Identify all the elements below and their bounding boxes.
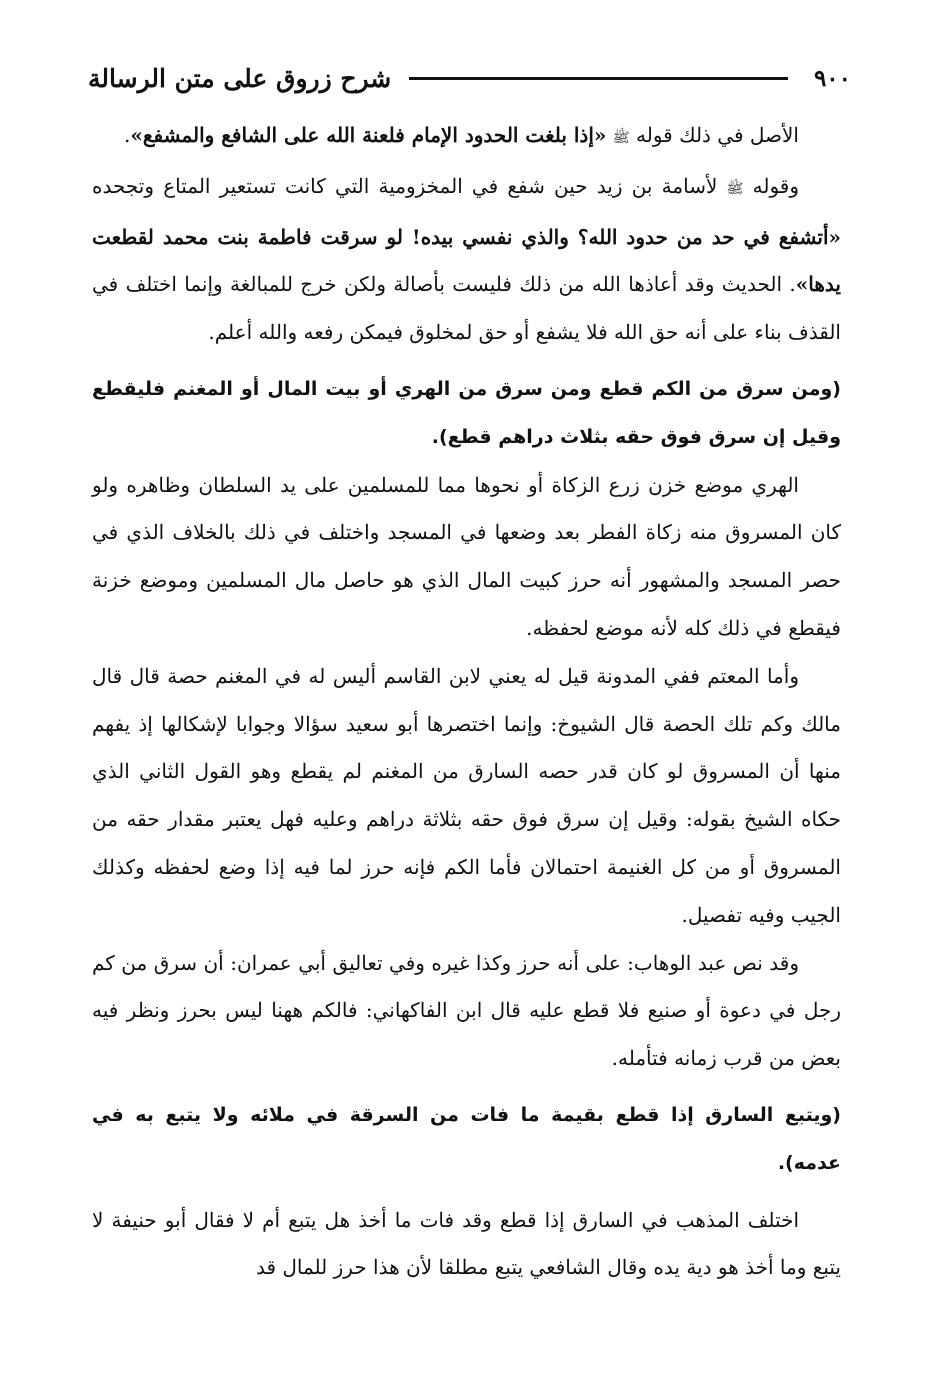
- p1-text: الأصل في ذلك قوله: [636, 123, 799, 147]
- salla-symbol: ﷺ: [726, 180, 744, 197]
- p1-end: .: [123, 123, 131, 147]
- p2-text-b: لأسامة بن زيد حين شفع في المخزومية التي كانت تستعير المتاع وتجحده: [92, 173, 718, 198]
- matn-quote-2: (ويتبع السارق إذا قطع بقيمة ما فات من السرقة في ملائه ولا يتبع به في عدمه).: [92, 1103, 841, 1174]
- paragraph-4: وأما المعتم ففي المدونة قيل له يعني لابن القاسم أليس له في المغنم حصة قال قال مالك وكم تلك الحصة قال الشيوخ: وإنما اختصرها أبو سعيد سؤالا وجوابا لإشكالها إذ يفهم منها أن المسروق لو كان قدر حصه السارق من المغنم لم يقطع وهو القول الثاني الذي حكاه الشيخ بقوله: وقيل إن سرق فوق حقه بثلاثة دراهم وعليه فهل يعتبر مقدار حقه من المسروق أو من كل الغنيمة احتمالان فأما الكم فإنه حرز لما فيه إذا وضع لحفظه وكذلك الجيب وفيه تفصيل.: [92, 663, 841, 927]
- page-number: ٩٠٠: [813, 64, 851, 92]
- hadith-quote: «أتشفع في حد من حدود الله؟ والذي نفسي بيده! لو سرقت فاطمة بنت محمد لقطعت يدها»: [92, 224, 841, 297]
- p2-text-c: . الحديث وقد أعاذها الله من ذلك فليست بأصالة ولكن خرج للمبالغة وإنما اختلف في القذف بناء على أنه حق الله فلا يشفع أو حق لمخلوق فيمكن رفعه والله أعلم.: [92, 272, 841, 345]
- p2-text-a: وقوله: [752, 173, 799, 198]
- paragraph-2: [92, 163, 841, 357]
- hadith-quote: «إذا بلغت الحدود الإمام فلعنة الله على الشافع والمشفع»: [130, 123, 607, 147]
- page-body: [92, 112, 841, 1292]
- book-title: شرح زروق على متن الرسالة: [88, 63, 392, 93]
- paragraph-5: وقد نص عبد الوهاب: على أنه حرز وكذا غيره وفي تعاليق أبي عمران: أن سرق من كم رجل في دعوة أو صنيع فلا قطع عليه قال ابن الفاكهاني: فالكم ههنا ليس بحرز ونظر فيه بعض من قرب زمانه فتأمله.: [92, 950, 841, 1071]
- paragraph-1: [92, 112, 841, 163]
- paragraph-6: اختلف المذهب في السارق إذا قطع وقد فات ما أخذ هل يتبع أم لا فقال أبو حنيفة لا يتبع وما أخذ هو دية يده وقال الشافعي يتبع مطلقا لأن هذا حرز للمال قد: [92, 1207, 841, 1280]
- page-header: [88, 58, 851, 98]
- matn-quote-1: (ومن سرق من الكم قطع ومن سرق من الهري أو بيت المال أو المغنم فليقطع وقيل إن سرق فوق حقه بثلاث دراهم قطع).: [92, 377, 841, 448]
- salla-symbol: ﷺ: [612, 130, 630, 146]
- header-rule: [409, 77, 788, 80]
- paragraph-3: الهري موضع خزن زرع الزكاة أو نحوها مما للمسلمين على يد السلطان وظاهره ولو كان المسروق منه زكاة الفطر بعد وضعها في المسجد واختلف في ذلك بالخلاف الذي في حصر المسجد والمشهور أنه حرز كبيت المال الذي هو حاصل مال المسلمين وموضع خزنة فيقطع في ذلك كله لأنه موضع لحفظه.: [92, 472, 841, 640]
